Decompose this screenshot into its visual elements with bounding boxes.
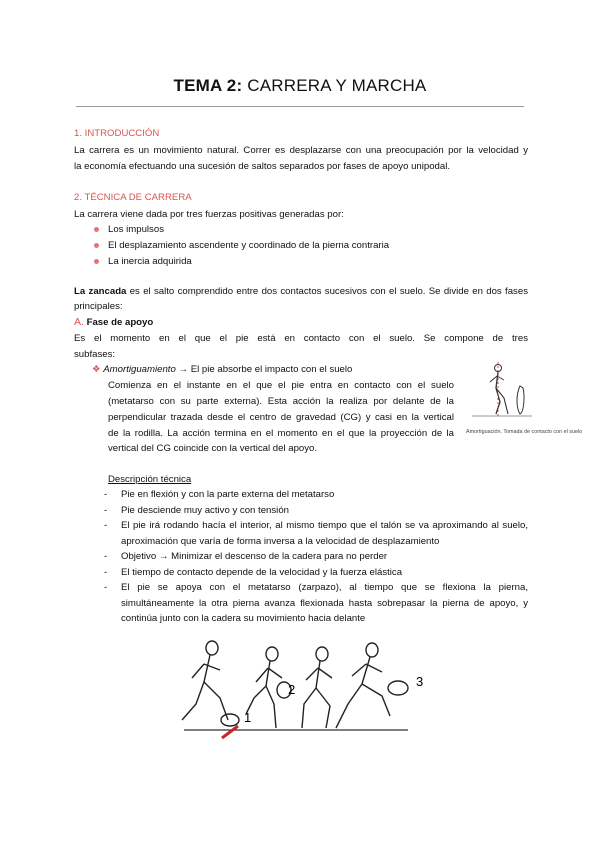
list-item: - Pie en flexión y con la parte externa del metatarso: [104, 487, 528, 503]
runner-label-1: 1: [244, 710, 252, 725]
section-heading-introduccion: 1. INTRODUCCIÓN: [74, 128, 160, 139]
intro-line-2: la economía efectuando una sucesión de saltos separados por fases de apoyo unipodal.: [74, 161, 451, 172]
diamond-bullet-icon: ❖: [92, 364, 101, 375]
list-item: El desplazamiento ascendente y coordinado de la pierna contraria: [94, 238, 389, 254]
phase-a-heading: A. Fase de apoyo: [74, 316, 154, 328]
figure-caption: Amortiguación. Tomada de contacto con el suelo: [466, 429, 583, 435]
amort-line: (metatarso con su parte externa). Esta acción la realiza por delante de la: [108, 396, 454, 407]
list-item: - El pie irá rodando hacía el interior, al mismo tiempo que el talón se va aproximando al suelo, aproximación que varía de forma inversa a la velocidad de desplazamiento: [104, 518, 528, 549]
list-item: Los impulsos: [94, 222, 389, 238]
intro-line-1: La carrera es un movimiento natural. Correr es desplazarse con una preocupación por la velocidad y: [74, 145, 528, 156]
list-item: - El pie se apoya con el metatarso (zarpazo), al tiempo que se flexiona la pierna, simultáneamente la otra pierna avanza flexionada hasta sobrepasar la pierna de apoyo, y continúa junto con la cadera su movimiento hacia delante: [104, 580, 528, 627]
zancada-line-1: La zancada es el salto comprendido entre dos contactos sucesivos con el suelo. Se divide en dos fases: [74, 286, 528, 297]
page-title: TEMA 2: CARRERA Y MARCHA: [173, 76, 427, 95]
amort-line: vertical del CG coincide con la vertical del apoyo.: [108, 443, 318, 454]
tecnica-intro: La carrera viene dada por tres fuerzas positivas generadas por:: [74, 209, 344, 220]
title-divider: [76, 106, 524, 107]
phase-a-line-2: subfases:: [74, 349, 116, 360]
runner-label-2: 2: [288, 682, 296, 697]
amort-line: perpendicular trazada desde el centro de gravedad (CG) y casi en la vertical: [108, 412, 454, 423]
list-item: - Pie desciende muy activo y con tensión: [104, 503, 528, 519]
amort-line: Comienza en el instante en el que el pie entra en contacto con el suelo: [108, 380, 454, 391]
zancada-line-2: principales:: [74, 301, 123, 312]
phase-a-line-1: Es el momento en el que el pie está en contacto con el suelo. Se compone de tres: [74, 333, 528, 344]
fuerzas-list: [94, 222, 389, 270]
list-item: - Objetivo → Minimizar el descenso de la cadera para no perder: [104, 549, 528, 565]
amort-line: de la rodilla. La acción termina en el momento en el que la proyección de la: [108, 428, 454, 439]
amortiguamiento-heading: ❖ Amortiguamiento → El pie absorbe el impacto con el suelo: [92, 364, 353, 375]
running-sequence-figure: [176, 634, 440, 746]
descripcion-tecnica-title: Descripción técnica: [108, 474, 192, 485]
list-item: - El tiempo de contacto depende de la velocidad y la fuerza elástica: [104, 565, 528, 581]
runner-label-3: 3: [416, 674, 424, 689]
descripcion-list: [104, 487, 528, 627]
foot-contact-figure: [470, 358, 534, 424]
list-item: La inercia adquirida: [94, 254, 389, 270]
section-heading-tecnica: 2. TÉCNICA DE CARRERA: [74, 192, 192, 203]
